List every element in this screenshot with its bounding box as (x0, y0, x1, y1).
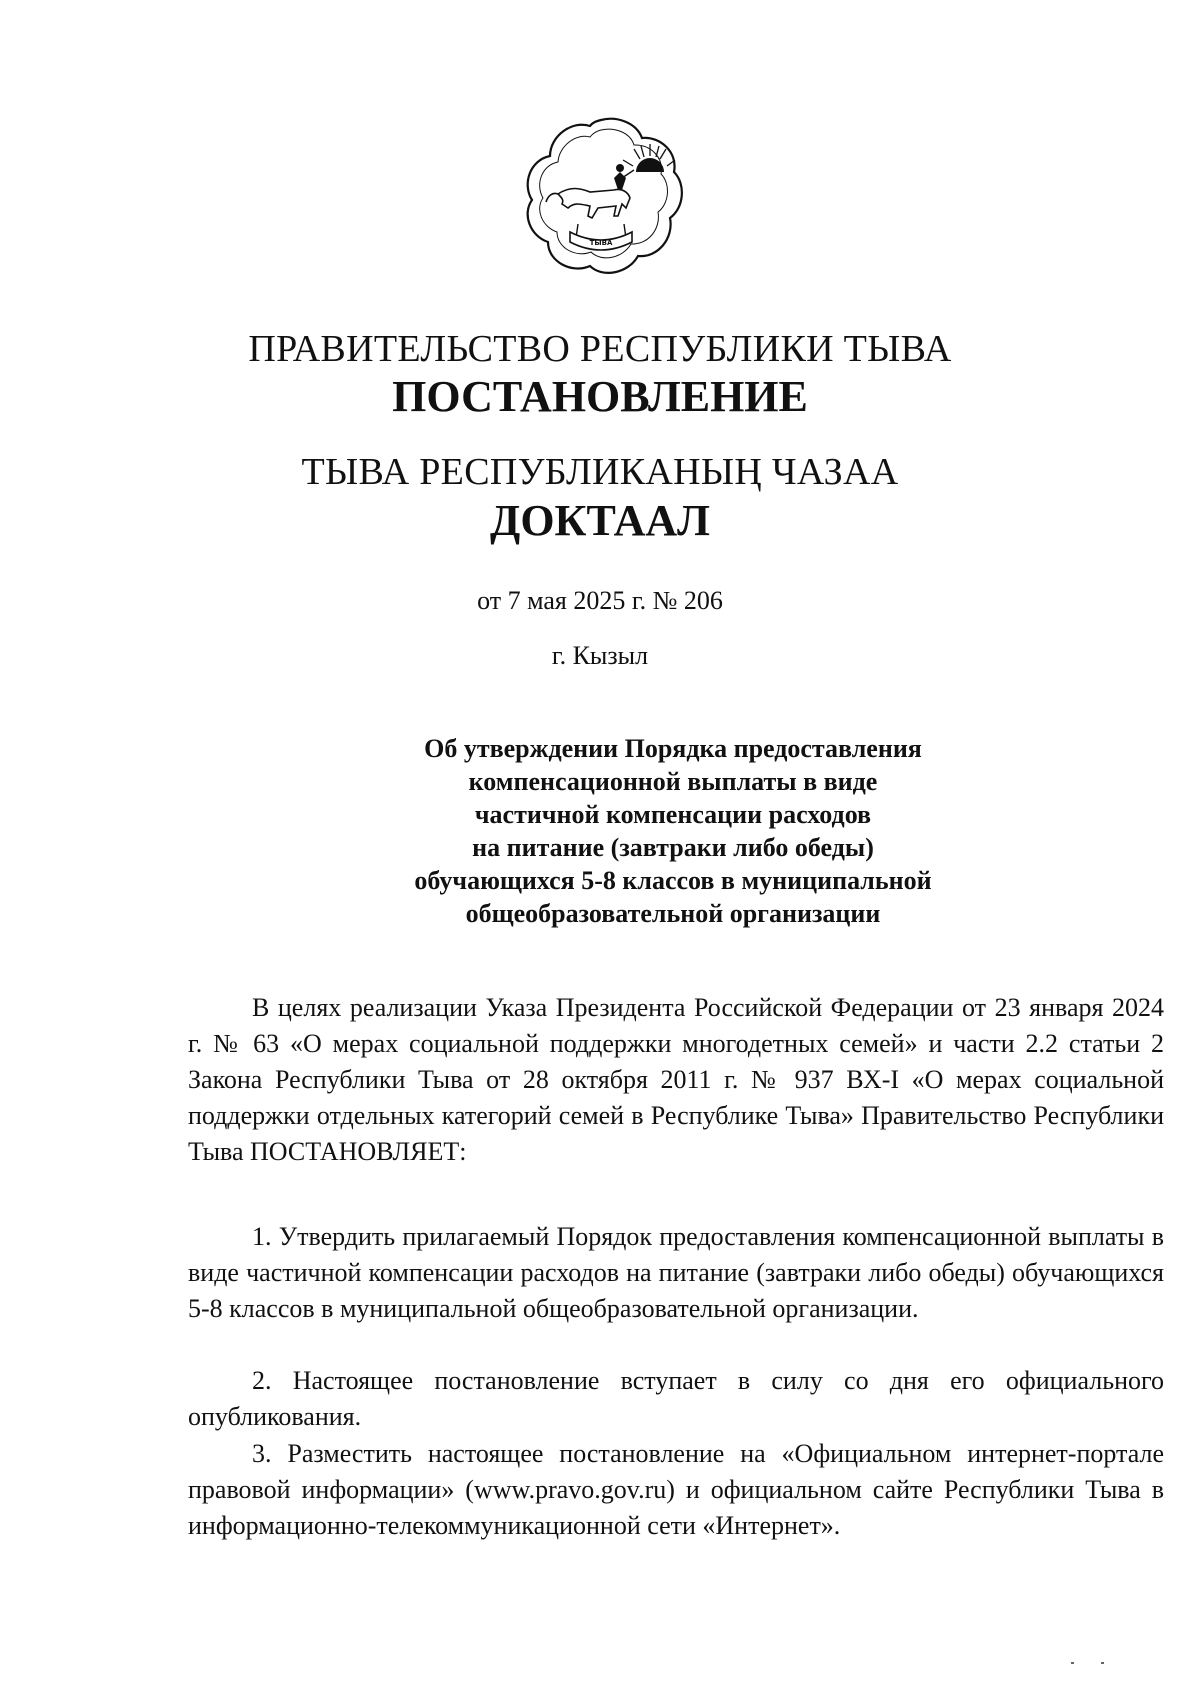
clause-2-paragraph: 2. Настоящее постановление вступает в силу со дня его официального опубликования. (188, 1366, 1164, 1431)
title-line: на питание (завтраки либо обеды) (472, 833, 874, 862)
government-name-tyv: ТЫВА РЕСПУБЛИКАНЫҢ ЧАЗАА (301, 451, 899, 493)
scan-speck (1101, 1662, 1104, 1664)
tuva-coat-of-arms-emblem (518, 112, 684, 278)
document-type-ru: ПОСТАНОВЛЕНИЕ (392, 372, 808, 421)
title-line: обучающихся 5-8 классов в муниципальной (414, 866, 932, 895)
emblem-ribbon-text: ТЫВА (589, 239, 613, 247)
clause-3-paragraph: 3. Разместить настоящее постановление на «Официальном интернет-портале правовой информации» (www.pravo.gov.ru) и официальном сайте Республики Тыва в информационно-телекоммуникационной сети «Интернет». (188, 1439, 1164, 1540)
document-type-tyv: ДОКТААЛ (490, 496, 710, 545)
clause-1-paragraph: 1. Утвердить прилагаемый Порядок предоставления компенсационной выплаты в виде частичной компенсации расходов на питание (завтраки либо обеды) обучающихся 5-8 классов в муниципальной общеобразовательной организации. (188, 1222, 1164, 1323)
preamble-paragraph: В целях реализации Указа Президента Российской Федерации от 23 января 2024 г. № 63 «О мерах социальной поддержки многодетных семей» и части 2.2 статьи 2 Закона Республики Тыва от 28 октября 2011 г. № 937 ВХ-I «О мерах социальной поддержки отдельных категорий семей в Республике Тыва» Правительство Республики Тыва ПОСТАНОВЛЯЕТ: (188, 993, 1164, 1166)
title-line: Об утверждении Порядка предоставления (424, 734, 922, 763)
date-and-number: от 7 мая 2025 г. № 206 (477, 586, 723, 615)
title-line: компенсационной выплаты в виде (468, 767, 878, 796)
city: г. Кызыл (551, 641, 649, 670)
document-title (360, 732, 986, 930)
title-line: частичной компенсации расходов (474, 800, 872, 829)
title-line: общеобразовательной организации (465, 899, 881, 928)
scan-speck (1071, 1662, 1074, 1664)
government-name-ru: ПРАВИТЕЛЬСТВО РЕСПУБЛИКИ ТЫВА (248, 328, 952, 370)
